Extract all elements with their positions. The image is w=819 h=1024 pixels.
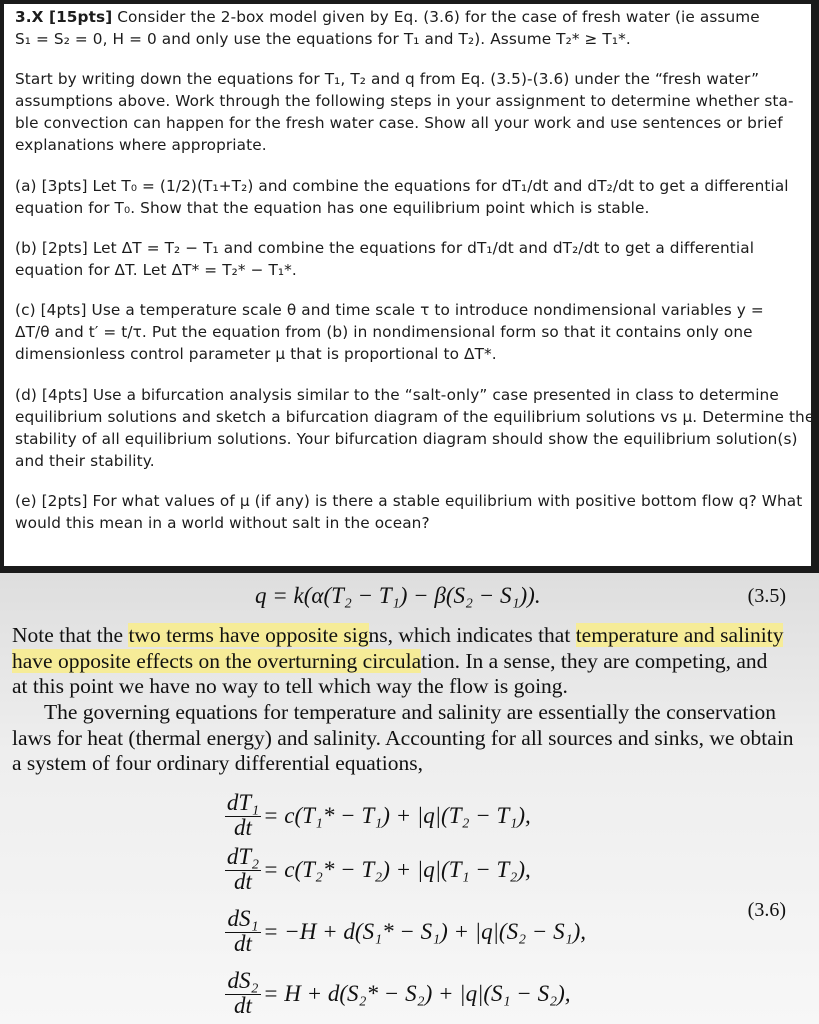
part-c-line: (c) [4pts] Use a temperature scale θ and time scale τ to introduce nondimensional variables y = <box>15 301 764 319</box>
part-e <box>15 490 803 534</box>
start-instructions <box>15 68 794 156</box>
equation-3-5-number: (3.5) <box>747 585 786 607</box>
start-line: explanations where appropriate. <box>15 136 267 154</box>
fraction-denominator: dt <box>234 869 252 894</box>
fraction-numerator: dS₁ <box>225 907 261 933</box>
fraction-numerator: dT₁ <box>226 790 260 815</box>
problem-intro-line1: Consider the 2-box model given by Eq. (3.6) for the case of fresh water (ie assume <box>117 8 760 26</box>
start-line: assumptions above. Work through the following steps in your assignment to determine whether sta- <box>15 92 794 110</box>
part-a <box>15 175 790 219</box>
highlighted-text: temperature and salinity <box>575 623 784 647</box>
book-text-span: Note that the <box>12 623 129 647</box>
part-a-line: (a) [3pts] Let T₀ = (1/2)(T₁+T₂) and combine the equations for dT₁/dt and dT₂/dt to get a differential <box>15 177 789 195</box>
part-b-line: (b) [2pts] Let ΔT = T₂ − T₁ and combine the equations for dT₁/dt and dT₂/dt to get a differential <box>15 239 755 257</box>
part-a-line: equation for T₀. Show that the equation has one equilibrium point which is stable. <box>15 199 650 217</box>
highlighted-text: two terms have opposite sig <box>128 623 369 647</box>
part-b <box>15 237 790 281</box>
part-e-line: (e) [2pts] For what values of μ (if any) is there a stable equilibrium with positive bottom flow q? What <box>15 492 803 510</box>
equation-rhs: = c(T₂* − T₂) + |q|(T₁ − T₂), <box>263 857 531 882</box>
part-d-line: (d) [4pts] Use a bifurcation analysis similar to the “salt-only” case presented in class to determine <box>15 386 779 404</box>
fraction-numerator: dT₂ <box>226 844 260 869</box>
start-line: ble convection can happen for the fresh water case. Show all your work and use sentences or brief <box>15 114 783 132</box>
derivative-fraction <box>225 791 261 839</box>
part-b-line: equation for ΔT. Let ΔT* = T₂* − T₁*. <box>15 261 297 279</box>
equation-rhs: = H + d(S₂* − S₂) + |q|(S₁ − S₂), <box>263 981 571 1006</box>
problem-intro <box>15 6 790 50</box>
book-paragraph-1 <box>12 623 802 700</box>
textbook-excerpt <box>0 573 819 1024</box>
part-c-line: dimensionless control parameter μ that is proportional to ΔT*. <box>15 345 497 363</box>
problem-title: 3.X [15pts] <box>15 8 113 26</box>
derivative-fraction <box>225 907 261 955</box>
derivative-fraction <box>225 845 261 893</box>
fraction-denominator: dt <box>234 815 252 840</box>
highlighted-text: have opposite effects on the overturning circula <box>12 648 422 673</box>
equation-rhs: = −H + d(S₁* − S₁) + |q|(S₂ − S₁), <box>263 919 586 944</box>
derivative-fraction <box>225 969 261 1017</box>
part-d <box>15 384 815 472</box>
fraction-denominator: dt <box>234 931 252 956</box>
problem-intro-line2: S₁ = S₂ = 0, H = 0 and only use the equations for T₁ and T₂). Assume T₂* ≥ T₁*. <box>15 30 631 48</box>
book-text-line: The governing equations for temperature and salinity are essentially the conservation <box>44 700 776 724</box>
part-e-line: would this mean in a world without salt in the ocean? <box>15 514 430 532</box>
part-d-line: equilibrium solutions and sketch a bifurcation diagram of the equilibrium solutions vs μ. Determine the <box>15 408 815 426</box>
equation-3-6-number: (3.6) <box>747 899 786 921</box>
part-d-line: stability of all equilibrium solutions. Your bifurcation diagram should show the equilibrium solution(s) <box>15 430 798 448</box>
part-c-line: ΔT/θ and t′ = t/τ. Put the equation from (b) in nondimensional form so that it contains only one <box>15 323 753 341</box>
equation-3-5: q = k(α(T₂ − T₁) − β(S₂ − S₁)). <box>255 583 541 608</box>
frame-top-border <box>0 0 819 4</box>
book-text-line: a system of four ordinary differential equations, <box>12 751 423 775</box>
part-c <box>15 299 790 365</box>
part-d-line: and their stability. <box>15 452 155 470</box>
book-text-line: at this point we have no way to tell which way the flow is going. <box>12 674 568 698</box>
book-text-span: ns, which indicates that <box>368 623 576 647</box>
book-text-line: laws for heat (thermal energy) and salinity. Accounting for all sources and sinks, we obtain <box>12 725 794 750</box>
fraction-denominator: dt <box>234 993 252 1018</box>
book-paragraph-2 <box>12 700 802 777</box>
equation-rhs: = c(T₁* − T₁) + |q|(T₂ − T₁), <box>263 803 531 828</box>
book-text-span: tion. In a sense, they are competing, and <box>421 648 768 673</box>
start-line: Start by writing down the equations for T₁, T₂ and q from Eq. (3.5)-(3.6) under the “fresh water” <box>15 70 760 88</box>
frame-left-border <box>0 0 4 567</box>
fraction-numerator: dS₂ <box>225 969 261 995</box>
frame-divider <box>0 566 819 573</box>
